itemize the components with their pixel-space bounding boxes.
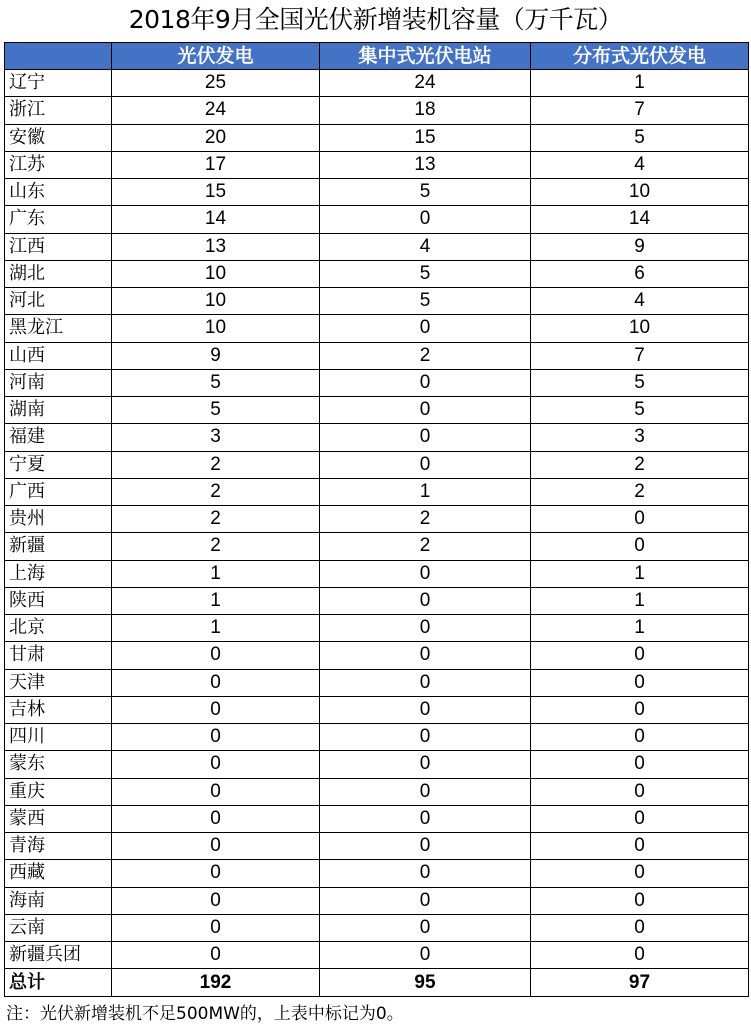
central-cell: 13 xyxy=(320,151,531,178)
table-row xyxy=(5,942,749,969)
province-cell: 蒙西 xyxy=(5,805,112,832)
province-cell: 贵州 xyxy=(5,506,112,533)
province-cell: 山东 xyxy=(5,179,112,206)
central-cell: 0 xyxy=(320,914,531,941)
table-row xyxy=(5,778,749,805)
table-row xyxy=(5,424,749,451)
header-pv: 光伏发电 xyxy=(112,43,320,70)
central-cell: 0 xyxy=(320,315,531,342)
total-central: 95 xyxy=(320,969,531,997)
table-row xyxy=(5,315,749,342)
pv-cell: 0 xyxy=(112,696,320,723)
pv-cell: 1 xyxy=(112,560,320,587)
table-row xyxy=(5,914,749,941)
table-row xyxy=(5,751,749,778)
province-cell: 陕西 xyxy=(5,587,112,614)
table-row xyxy=(5,615,749,642)
distributed-cell: 7 xyxy=(531,342,749,369)
distributed-cell: 6 xyxy=(531,260,749,287)
province-cell: 江苏 xyxy=(5,151,112,178)
pv-cell: 9 xyxy=(112,342,320,369)
distributed-cell: 10 xyxy=(531,179,749,206)
central-cell: 2 xyxy=(320,533,531,560)
distributed-cell: 1 xyxy=(531,70,749,97)
pv-cell: 0 xyxy=(112,724,320,751)
header-province xyxy=(5,43,112,70)
distributed-cell: 2 xyxy=(531,451,749,478)
pv-cell: 0 xyxy=(112,805,320,832)
table-row xyxy=(5,887,749,914)
header-central: 集中式光伏电站 xyxy=(320,43,531,70)
province-cell: 新疆 xyxy=(5,533,112,560)
distributed-cell: 5 xyxy=(531,369,749,396)
total-row xyxy=(5,969,749,997)
province-cell: 湖北 xyxy=(5,260,112,287)
distributed-cell: 0 xyxy=(531,887,749,914)
table-row xyxy=(5,805,749,832)
central-cell: 5 xyxy=(320,288,531,315)
province-cell: 江西 xyxy=(5,233,112,260)
central-cell: 0 xyxy=(320,206,531,233)
distributed-cell: 4 xyxy=(531,151,749,178)
pv-cell: 1 xyxy=(112,587,320,614)
province-cell: 西藏 xyxy=(5,860,112,887)
header-row xyxy=(5,43,749,70)
province-cell: 重庆 xyxy=(5,778,112,805)
central-cell: 4 xyxy=(320,233,531,260)
table-row xyxy=(5,642,749,669)
province-cell: 甘肃 xyxy=(5,642,112,669)
distributed-cell: 2 xyxy=(531,478,749,505)
province-cell: 辽宁 xyxy=(5,70,112,97)
central-cell: 0 xyxy=(320,805,531,832)
central-cell: 0 xyxy=(320,397,531,424)
pv-cell: 0 xyxy=(112,751,320,778)
pv-cell: 0 xyxy=(112,942,320,969)
pv-cell: 1 xyxy=(112,615,320,642)
pv-cell: 0 xyxy=(112,833,320,860)
footnote: 注：光伏新增装机不足500MW的，上表中标记为0。 xyxy=(6,1004,404,1024)
distributed-cell: 14 xyxy=(531,206,749,233)
distributed-cell: 0 xyxy=(531,533,749,560)
distributed-cell: 0 xyxy=(531,751,749,778)
table-row xyxy=(5,206,749,233)
province-cell: 新疆兵团 xyxy=(5,942,112,969)
province-cell: 海南 xyxy=(5,887,112,914)
table-row xyxy=(5,833,749,860)
central-cell: 0 xyxy=(320,833,531,860)
central-cell: 0 xyxy=(320,669,531,696)
distributed-cell: 0 xyxy=(531,669,749,696)
distributed-cell: 5 xyxy=(531,397,749,424)
table-row xyxy=(5,179,749,206)
table-row xyxy=(5,397,749,424)
table-row xyxy=(5,369,749,396)
distributed-cell: 0 xyxy=(531,914,749,941)
distributed-cell: 5 xyxy=(531,124,749,151)
distributed-cell: 9 xyxy=(531,233,749,260)
province-cell: 天津 xyxy=(5,669,112,696)
table-row xyxy=(5,288,749,315)
total-label: 总计 xyxy=(5,969,112,997)
province-cell: 广东 xyxy=(5,206,112,233)
pv-cell: 2 xyxy=(112,533,320,560)
table-row xyxy=(5,233,749,260)
table-row xyxy=(5,260,749,287)
province-cell: 广西 xyxy=(5,478,112,505)
pv-cell: 10 xyxy=(112,288,320,315)
province-cell: 安徽 xyxy=(5,124,112,151)
province-cell: 云南 xyxy=(5,914,112,941)
pv-cell: 10 xyxy=(112,315,320,342)
province-cell: 四川 xyxy=(5,724,112,751)
central-cell: 0 xyxy=(320,587,531,614)
province-cell: 湖南 xyxy=(5,397,112,424)
pv-cell: 24 xyxy=(112,97,320,124)
table-row xyxy=(5,70,749,97)
pv-cell: 5 xyxy=(112,397,320,424)
central-cell: 0 xyxy=(320,942,531,969)
central-cell: 0 xyxy=(320,778,531,805)
table-row xyxy=(5,860,749,887)
pv-cell: 3 xyxy=(112,424,320,451)
distributed-cell: 1 xyxy=(531,615,749,642)
central-cell: 24 xyxy=(320,70,531,97)
table-title: 2018年9月全国光伏新增装机容量（万千瓦） xyxy=(128,5,623,34)
table-row xyxy=(5,724,749,751)
distributed-cell: 0 xyxy=(531,642,749,669)
distributed-cell: 4 xyxy=(531,288,749,315)
table-row xyxy=(5,124,749,151)
table-row xyxy=(5,451,749,478)
pv-cell: 0 xyxy=(112,860,320,887)
distributed-cell: 3 xyxy=(531,424,749,451)
distributed-cell: 1 xyxy=(531,587,749,614)
central-cell: 18 xyxy=(320,97,531,124)
pv-cell: 2 xyxy=(112,506,320,533)
distributed-cell: 0 xyxy=(531,724,749,751)
province-cell: 上海 xyxy=(5,560,112,587)
distributed-cell: 0 xyxy=(531,860,749,887)
pv-capacity-table xyxy=(4,42,749,997)
province-cell: 河南 xyxy=(5,369,112,396)
province-cell: 浙江 xyxy=(5,97,112,124)
distributed-cell: 0 xyxy=(531,696,749,723)
central-cell: 0 xyxy=(320,887,531,914)
distributed-cell: 0 xyxy=(531,778,749,805)
central-cell: 5 xyxy=(320,179,531,206)
pv-cell: 5 xyxy=(112,369,320,396)
distributed-cell: 0 xyxy=(531,942,749,969)
province-cell: 河北 xyxy=(5,288,112,315)
central-cell: 2 xyxy=(320,506,531,533)
table-row xyxy=(5,533,749,560)
pv-cell: 25 xyxy=(112,70,320,97)
table-row xyxy=(5,478,749,505)
pv-cell: 2 xyxy=(112,478,320,505)
table-row xyxy=(5,97,749,124)
total-distributed: 97 xyxy=(531,969,749,997)
province-cell: 山西 xyxy=(5,342,112,369)
pv-cell: 0 xyxy=(112,778,320,805)
distributed-cell: 0 xyxy=(531,805,749,832)
pv-cell: 0 xyxy=(112,669,320,696)
central-cell: 0 xyxy=(320,560,531,587)
central-cell: 1 xyxy=(320,478,531,505)
table-row xyxy=(5,560,749,587)
total-pv: 192 xyxy=(112,969,320,997)
province-cell: 黑龙江 xyxy=(5,315,112,342)
central-cell: 15 xyxy=(320,124,531,151)
distributed-cell: 0 xyxy=(531,833,749,860)
table-row xyxy=(5,151,749,178)
province-cell: 宁夏 xyxy=(5,451,112,478)
table-row xyxy=(5,696,749,723)
pv-cell: 13 xyxy=(112,233,320,260)
central-cell: 0 xyxy=(320,424,531,451)
province-cell: 吉林 xyxy=(5,696,112,723)
central-cell: 0 xyxy=(320,642,531,669)
pv-cell: 15 xyxy=(112,179,320,206)
central-cell: 0 xyxy=(320,696,531,723)
header-distributed: 分布式光伏发电 xyxy=(531,43,749,70)
central-cell: 0 xyxy=(320,451,531,478)
central-cell: 0 xyxy=(320,615,531,642)
pv-cell: 0 xyxy=(112,887,320,914)
distributed-cell: 1 xyxy=(531,560,749,587)
province-cell: 北京 xyxy=(5,615,112,642)
province-cell: 蒙东 xyxy=(5,751,112,778)
pv-cell: 20 xyxy=(112,124,320,151)
central-cell: 0 xyxy=(320,860,531,887)
central-cell: 0 xyxy=(320,369,531,396)
pv-cell: 17 xyxy=(112,151,320,178)
pv-cell: 2 xyxy=(112,451,320,478)
province-cell: 福建 xyxy=(5,424,112,451)
table-row xyxy=(5,669,749,696)
province-cell: 青海 xyxy=(5,833,112,860)
central-cell: 0 xyxy=(320,751,531,778)
central-cell: 0 xyxy=(320,724,531,751)
table-row xyxy=(5,587,749,614)
distributed-cell: 0 xyxy=(531,506,749,533)
central-cell: 2 xyxy=(320,342,531,369)
central-cell: 5 xyxy=(320,260,531,287)
pv-cell: 14 xyxy=(112,206,320,233)
distributed-cell: 10 xyxy=(531,315,749,342)
pv-cell: 0 xyxy=(112,642,320,669)
table-row xyxy=(5,506,749,533)
table-row xyxy=(5,342,749,369)
distributed-cell: 7 xyxy=(531,97,749,124)
pv-cell: 10 xyxy=(112,260,320,287)
pv-cell: 0 xyxy=(112,914,320,941)
